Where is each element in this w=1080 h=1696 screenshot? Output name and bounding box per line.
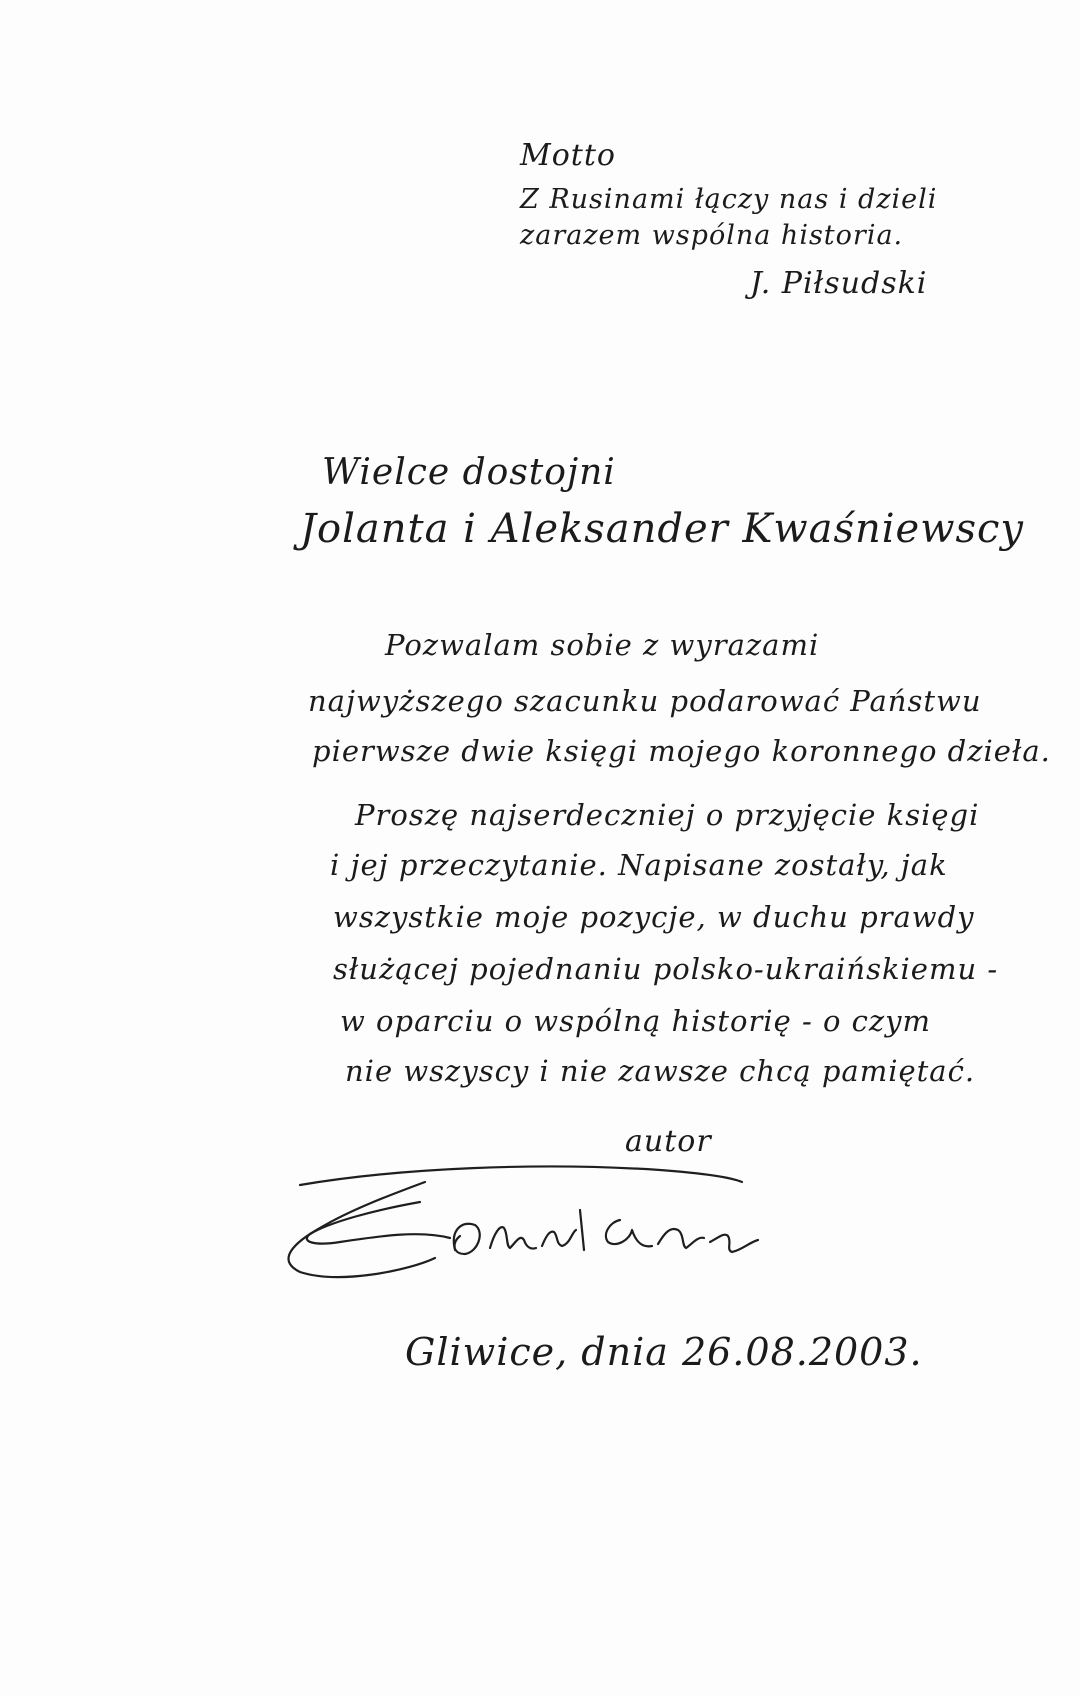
paragraph-line: i jej przeczytanie. Napisane zostały, jak	[330, 848, 948, 882]
author-label: autor	[625, 1124, 712, 1159]
paragraph-line: pierwsze dwie księgi mojego koronnego dzieła.	[312, 734, 1051, 768]
motto-title: Motto	[520, 138, 616, 173]
paragraph-line: Pozwalam sobie z wyrazami	[385, 628, 820, 662]
paragraph-line: służącej pojednaniu polsko-ukraińskiemu -	[333, 952, 999, 986]
handwritten-signature	[280, 1150, 840, 1290]
salutation-line: Wielce dostojni	[322, 452, 616, 493]
motto-quote-line: zarazem wspólna historia.	[520, 220, 904, 251]
paragraph-line: najwyższego szacunku podarować Państwu	[308, 684, 982, 718]
place-date: Gliwice, dnia 26.08.2003.	[405, 1330, 923, 1374]
paragraph-line: w oparciu o wspólną historię - o czym	[340, 1004, 932, 1038]
motto-quote-line: Z Rusinami łączy nas i dzieli	[520, 184, 938, 215]
motto-author: J. Piłsudski	[750, 266, 928, 301]
salutation-names: Jolanta i Aleksander Kwaśniewscy	[300, 506, 1024, 552]
paragraph-line: Proszę najserdeczniej o przyjęcie księgi	[355, 798, 980, 832]
paragraph-line: nie wszyscy i nie zawsze chcą pamiętać.	[345, 1054, 976, 1088]
paragraph-line: wszystkie moje pozycje, w duchu prawdy	[333, 900, 975, 934]
